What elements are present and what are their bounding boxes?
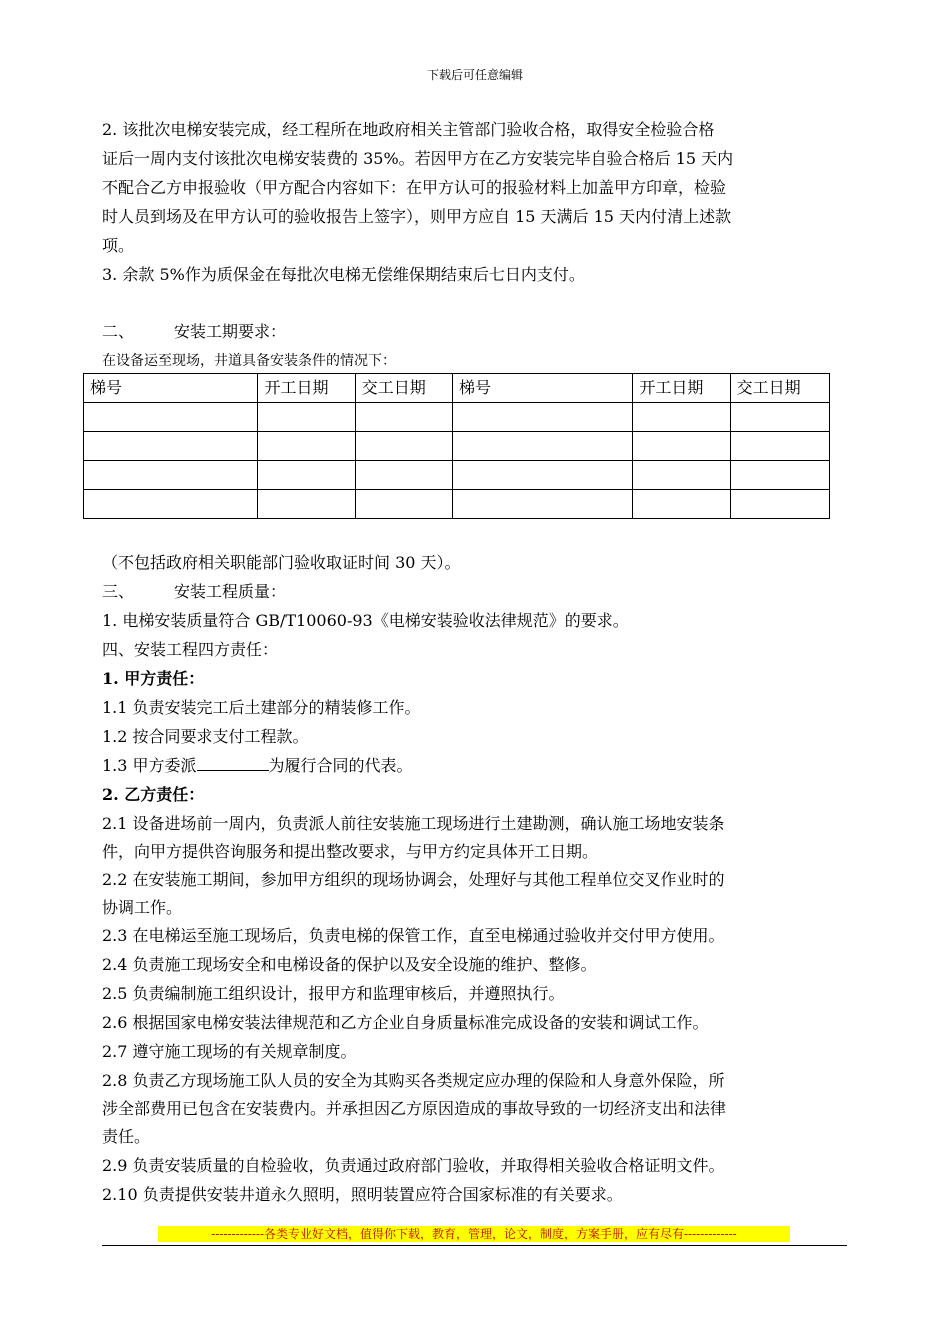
party-a-heading: 1. 甲方责任： — [102, 669, 205, 688]
payment-clause-3: 3. 余款 5%作为质保金在每批次电梯无偿维保期结束后七日内支付。 — [102, 265, 585, 284]
party-b-item-8-line-3: 责任。 — [102, 1127, 151, 1146]
party-b-item-4: 2.4 负责施工现场安全和电梯设备的保护以及安全设施的维护、整修。 — [102, 955, 597, 974]
header-cell-start-date: 开工日期 — [633, 374, 730, 403]
party-a-item-1: 1.1 负责安装完工后土建部分的精装修工作。 — [102, 698, 421, 717]
table-cell[interactable] — [258, 432, 355, 461]
section-4-heading: 四、安装工程四方责任： — [102, 640, 279, 659]
party-b-item-10: 2.10 负责提供安装井道永久照明，照明装置应符合国家标准的有关要求。 — [102, 1185, 623, 1204]
table-cell[interactable] — [633, 403, 730, 432]
section-2-title: 安装工期要求： — [174, 322, 287, 341]
table-row — [84, 432, 830, 461]
table-cell[interactable] — [633, 461, 730, 490]
header-cell-elevator-no: 梯号 — [452, 374, 632, 403]
table-cell[interactable] — [730, 403, 829, 432]
section-2-heading — [102, 318, 286, 346]
table-row — [84, 461, 830, 490]
table-cell[interactable] — [633, 432, 730, 461]
payment-clause-2-line-2: 证后一周内支付该批次电梯安装费的 35%。若因甲方在乙方安装完毕自验合格后 15 天内 — [102, 149, 734, 168]
table-cell[interactable] — [730, 432, 829, 461]
header-cell-start-date: 开工日期 — [258, 374, 355, 403]
table-cell[interactable] — [730, 490, 829, 519]
table-cell[interactable] — [633, 490, 730, 519]
section-3-title: 安装工程质量： — [174, 582, 287, 601]
table-cell[interactable] — [258, 461, 355, 490]
table-cell[interactable] — [355, 432, 452, 461]
party-b-item-2-line-2: 协调工作。 — [102, 898, 183, 917]
party-b-item-2-line-1: 2.2 在安装施工期间，参加甲方组织的现场协调会，处理好与其他工程单位交叉作业时的 — [102, 870, 725, 889]
table-row — [84, 403, 830, 432]
page-header: 下载后可任意编辑 — [426, 68, 523, 82]
table-cell[interactable] — [84, 403, 258, 432]
table-cell[interactable] — [452, 403, 632, 432]
section-3-number: 三、 — [102, 582, 135, 601]
party-b-item-1-line-1: 2.1 设备进场前一周内，负责派人前往安装施工现场进行土建勘测，确认施工场地安装条 — [102, 814, 725, 833]
section-3-heading — [102, 578, 286, 606]
table-cell[interactable] — [84, 461, 258, 490]
party-b-item-8-line-1: 2.8 负责乙方现场施工队人员的安全为其购买各类规定应办理的保险和人身意外保险，所 — [102, 1071, 725, 1090]
table-cell[interactable] — [730, 461, 829, 490]
party-b-item-3: 2.3 在电梯运至施工现场后，负责电梯的保管工作，直至电梯通过验收并交付甲方使用。 — [102, 926, 725, 945]
party-b-item-9: 2.9 负责安装质量的自检验收，负责通过政府部门验收，并取得相关验收合格证明文件。 — [102, 1156, 725, 1175]
schedule-table — [83, 373, 830, 519]
party-b-heading: 2. 乙方责任： — [102, 785, 205, 804]
party-a-item-3 — [102, 752, 413, 780]
table-cell[interactable] — [258, 403, 355, 432]
table-header-row — [84, 374, 830, 403]
payment-clause-2-line-1: 2. 该批次电梯安装完成，经工程所在地政府相关主管部门验收合格，取得安全检验合格 — [102, 120, 715, 139]
section-2-note: 在设备运至现场，井道具备安装条件的情况下： — [102, 353, 396, 369]
representative-blank[interactable] — [197, 754, 269, 771]
party-b-item-8-line-2: 涉全部费用已包含在安装费内。并承担因乙方原因造成的事故导致的一切经济支出和法律 — [102, 1099, 727, 1118]
party-b-item-7: 2.7 遵守施工现场的有关规章制度。 — [102, 1042, 357, 1061]
table-cell[interactable] — [355, 490, 452, 519]
table-cell[interactable] — [258, 490, 355, 519]
payment-clause-2-line-4: 时人员到场及在甲方认可的验收报告上签字），则甲方应自 15 天满后 15 天内付清上述款 — [102, 207, 732, 226]
section-2-footnote: （不包括政府相关职能部门验收取证时间 30 天）。 — [102, 553, 461, 572]
header-cell-finish-date: 交工日期 — [355, 374, 452, 403]
header-cell-elevator-no: 梯号 — [84, 374, 258, 403]
section-2-number: 二、 — [102, 322, 135, 341]
table-cell[interactable] — [84, 432, 258, 461]
table-cell[interactable] — [452, 490, 632, 519]
party-b-item-1-line-2: 件，向甲方提供咨询服务和提出整改要求，与甲方约定具体开工日期。 — [102, 842, 599, 861]
party-a-item-3-suffix: 为履行合同的代表。 — [268, 756, 413, 775]
header-cell-finish-date: 交工日期 — [730, 374, 829, 403]
table-cell[interactable] — [84, 490, 258, 519]
payment-clause-2-line-5: 项。 — [102, 236, 135, 255]
party-b-item-5: 2.5 负责编制施工组织设计，报甲方和监理审核后，并遵照执行。 — [102, 984, 565, 1003]
party-a-item-3-prefix: 1.3 甲方委派 — [102, 756, 197, 775]
section-3-item-1: 1. 电梯安装质量符合 GB/T10060-93《电梯安装验收法律规范》的要求。 — [102, 611, 629, 630]
table-cell[interactable] — [355, 403, 452, 432]
party-a-item-2: 1.2 按合同要求支付工程款。 — [102, 727, 309, 746]
footer-divider — [102, 1245, 847, 1246]
footer-banner: -------------各类专业好文档，值得你下载，教育，管理，论文，制度，方案手册，应有尽有------------- — [158, 1226, 790, 1242]
party-b-item-6: 2.6 根据国家电梯安装法律规范和乙方企业自身质量标准完成设备的安装和调试工作。 — [102, 1013, 709, 1032]
table-cell[interactable] — [355, 461, 452, 490]
table-row — [84, 490, 830, 519]
table-cell[interactable] — [452, 461, 632, 490]
table-cell[interactable] — [452, 432, 632, 461]
payment-clause-2-line-3: 不配合乙方申报验收（甲方配合内容如下：在甲方认可的报验材料上加盖甲方印章，检验 — [102, 178, 727, 197]
